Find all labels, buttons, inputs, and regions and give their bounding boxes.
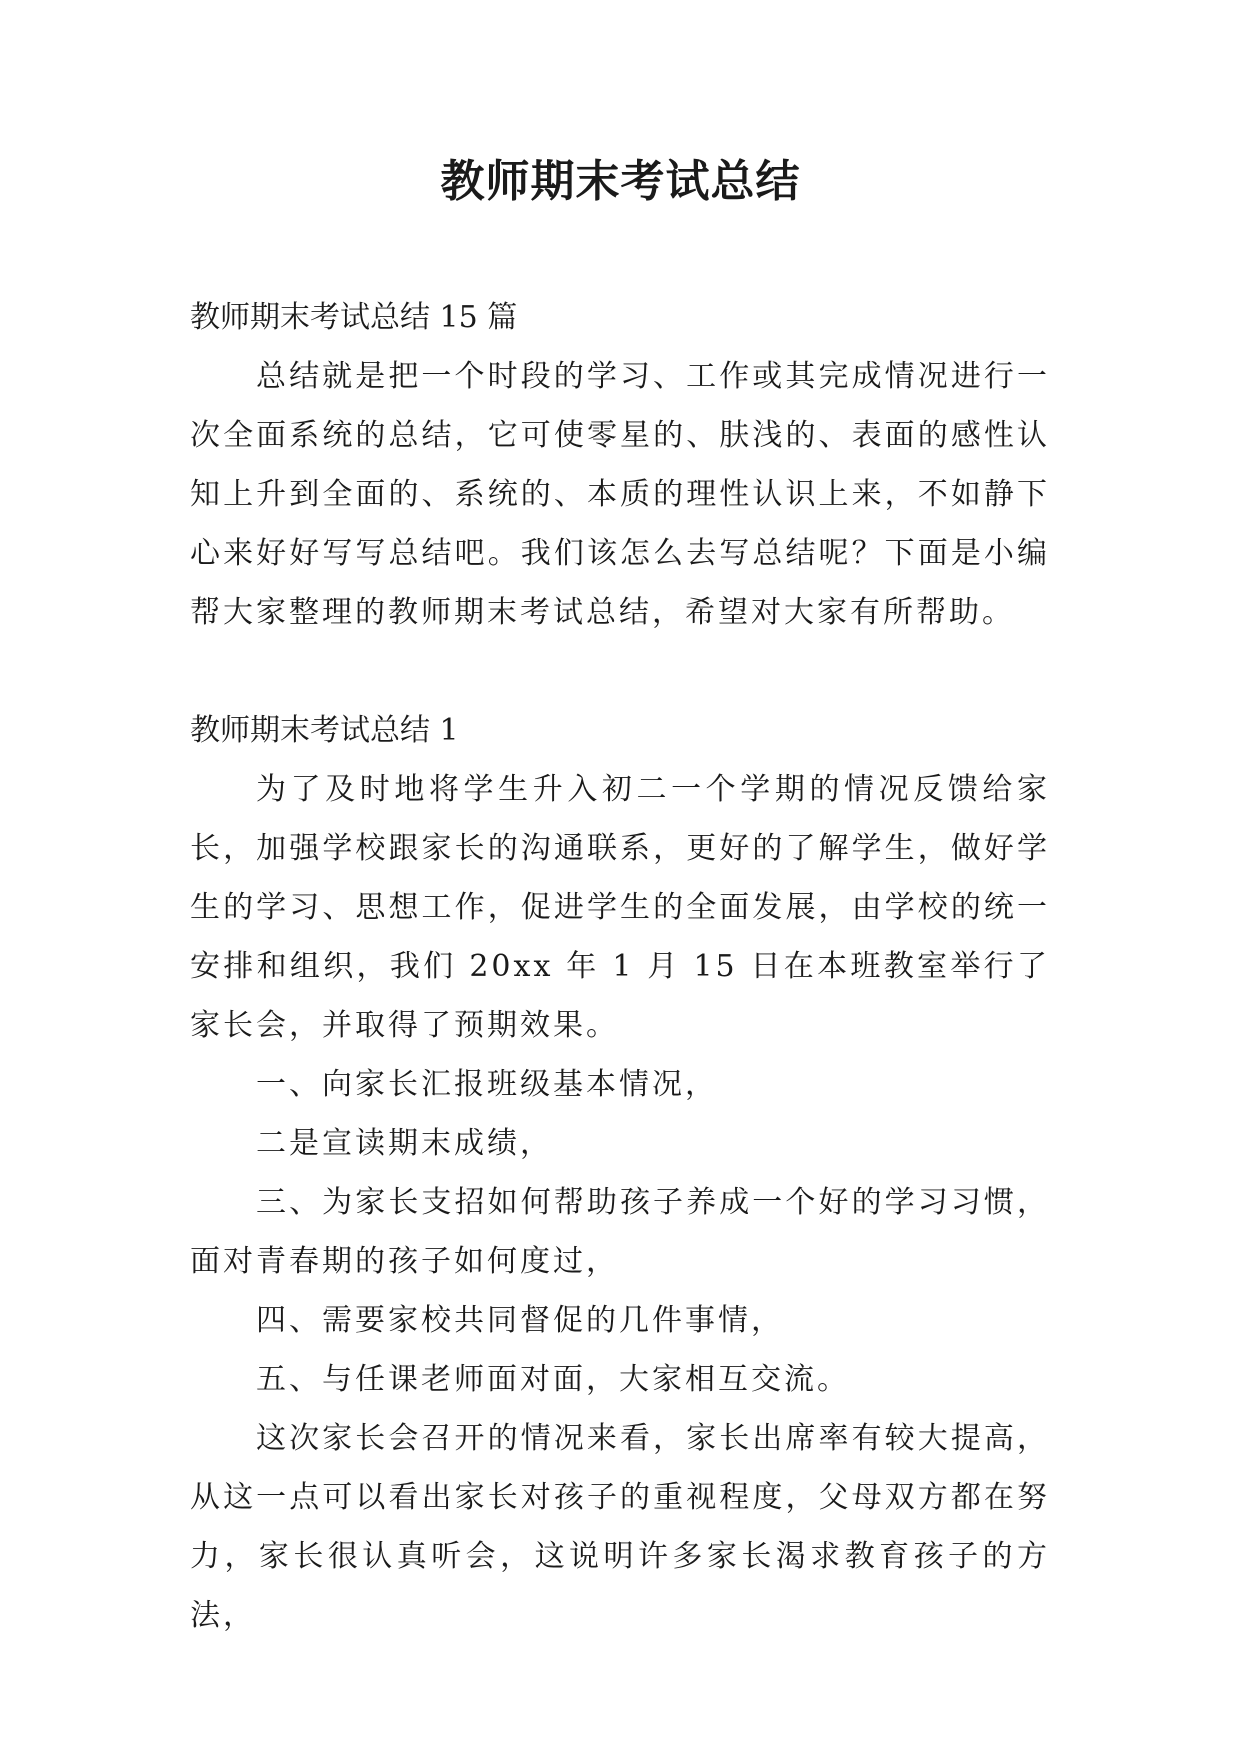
section1-paragraph-1: 为了及时地将学生升入初二一个学期的情况反馈给家长，加强学校跟家长的沟通联系，更好的了解学生，做好学生的学习、思想工作，促进学生的全面发展，由学校的统一安排和组织，我们 20xx 年 1 月 15 日在本班教室举行了家长会，并取得了预期效果。 bbox=[190, 772, 1050, 1043]
section1-paragraph-7: 这次家长会召开的情况来看，家长出席率有较大提高，从这一点可以看出家长对孩子的重视程度，父母双方都在努力，家长很认真听会，这说明许多家长渴求教育孩子的方法， bbox=[190, 1421, 1050, 1633]
section1-paragraph-5: 四、需要家校共同督促的几件事情， bbox=[256, 1303, 784, 1338]
section1-heading: 教师期末考试总结 1 bbox=[190, 713, 459, 748]
document-body bbox=[190, 288, 1050, 1645]
section1-paragraph-3: 二是宣读期末成绩， bbox=[256, 1126, 553, 1161]
section1-paragraph-2: 一、向家长汇报班级基本情况， bbox=[256, 1067, 718, 1102]
intro-heading: 教师期末考试总结 15 篇 bbox=[190, 300, 518, 335]
section1-paragraph-6: 五、与任课老师面对面，大家相互交流。 bbox=[256, 1362, 850, 1397]
section1-paragraph-4: 三、为家长支招如何帮助孩子养成一个好的学习习惯，面对青春期的孩子如何度过， bbox=[190, 1185, 1050, 1279]
section-spacer bbox=[190, 642, 1050, 701]
intro-paragraph: 总结就是把一个时段的学习、工作或其完成情况进行一次全面系统的总结，它可使零星的、肤浅的、表面的感性认知上升到全面的、系统的、本质的理性认识上来，不如静下心来好好写写总结吧。我们该怎么去写总结呢？下面是小编帮大家整理的教师期末考试总结，希望对大家有所帮助。 bbox=[190, 359, 1050, 630]
document-title: 教师期末考试总结 bbox=[440, 156, 801, 207]
